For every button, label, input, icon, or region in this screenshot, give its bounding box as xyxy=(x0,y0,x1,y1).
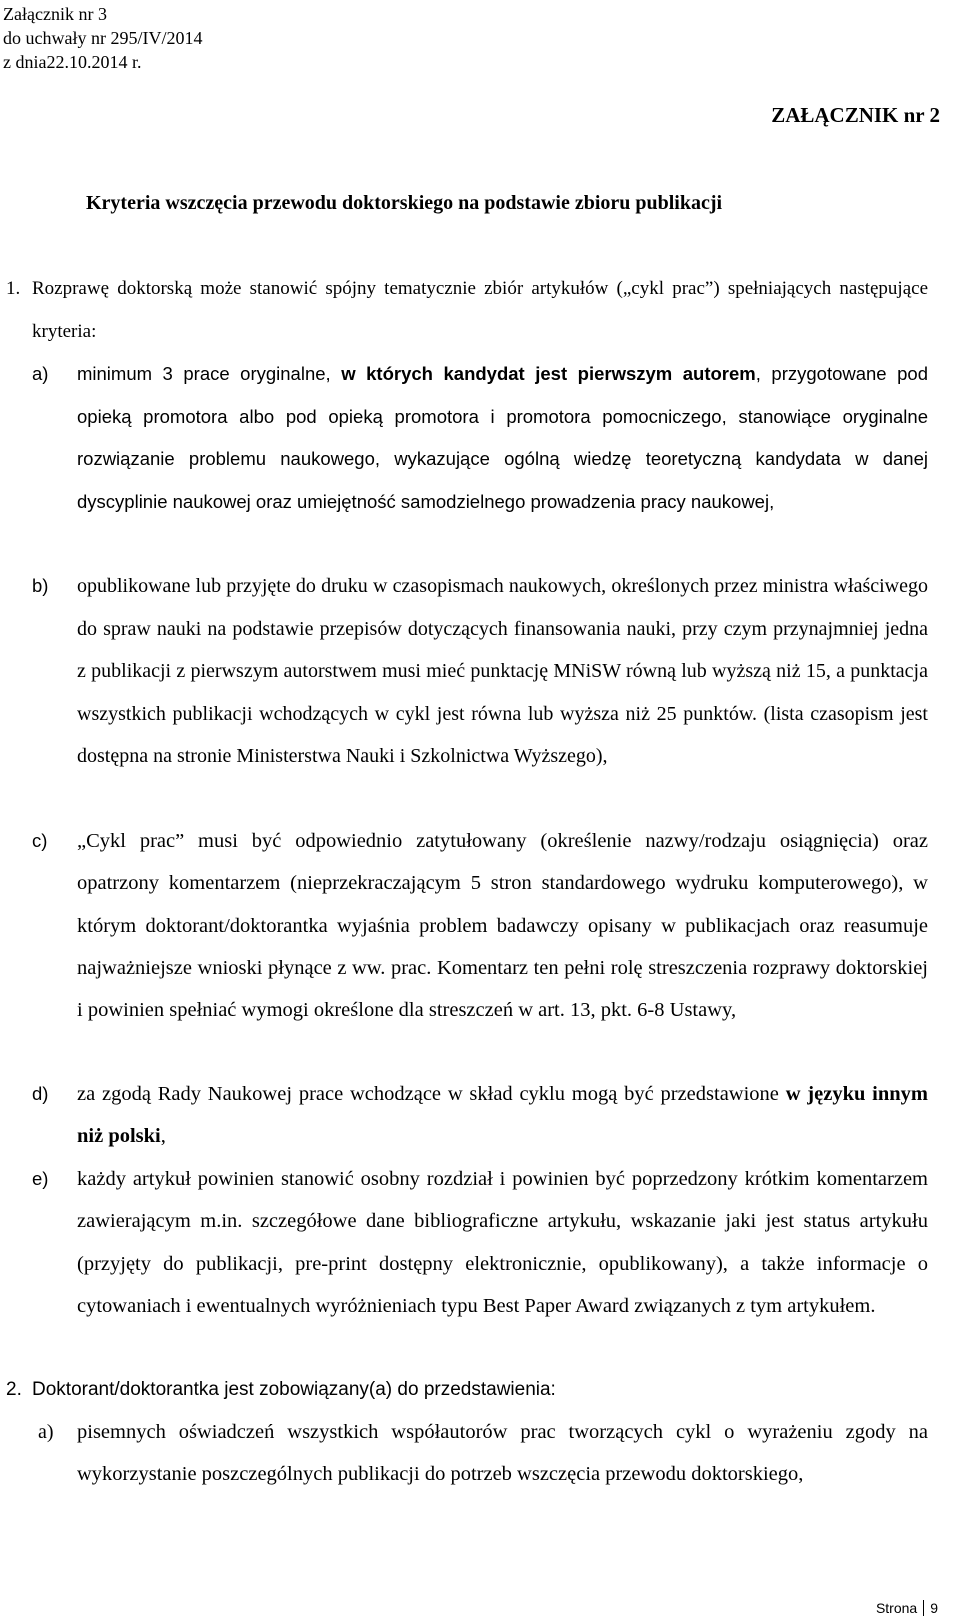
list-item-label: a) xyxy=(32,363,49,384)
list-item-text: pisemnych oświadczeń wszystkich współautorów prac tworzących cykl o wyrażeniu zgody na wykorzystanie poszczególnych publikacji do potrzeb wszczęcia przewodu doktorskiego, xyxy=(77,1421,928,1486)
list-item-label: c) xyxy=(32,830,48,851)
page-footer xyxy=(876,1600,938,1616)
annex-title: ZAŁĄCZNIK nr 2 xyxy=(771,103,940,127)
section-2-intro: Doktorant/doktorantka jest zobowiązany(a) do przedstawienia: xyxy=(32,1379,556,1400)
page-label: Strona xyxy=(875,1600,918,1616)
list-item-label: e) xyxy=(32,1168,49,1189)
bold-emphasis: w języku innym niż polski xyxy=(77,1083,928,1148)
page-number: 9 xyxy=(930,1600,938,1616)
list-item-text: minimum 3 prace oryginalne, w których kandydat jest pierwszym autorem, przygotowane pod opieką promotora albo pod opieką promotora i promotora pomocniczego, stanowiące oryginalne rozwiązanie problemu naukowego, wykazujące ogólną wiedzę teoretyczną kandydata w danej dyscyplinie naukowej oraz umiejętność samodzielnego prowadzenia pracy naukowej, xyxy=(77,363,928,512)
list-item-label: d) xyxy=(32,1083,49,1104)
list-item-text: każdy artykuł powinien stanowić osobny rozdział i powinien być poprzedzony krótkim komentarzem zawierającym m.in. szczegółowe dane bibliograficzne artykułu, wskazanie jaki jest status artykułu (przyjęty do publikacji, pre-print dostępny elektronicznie, opublikowany), a także informacje o cytowaniach i ewentualnych wyróżnieniach typu Best Paper Award związanych z tym artykułem. xyxy=(77,1168,928,1317)
list-item-label: b) xyxy=(32,575,49,596)
header-date: z dnia22.10.2014 r. xyxy=(3,52,142,72)
list-item-text: za zgodą Rady Naukowej prace wchodzące w skład cyklu mogą być przedstawione w języku innym niż polski, xyxy=(77,1083,928,1148)
list-item-text: „Cykl prac” musi być odpowiednio zatytułowany (określenie nazwy/rodzaju osiągnięcia) oraz opatrzony komentarzem (nieprzekraczającym 5 stron standardowego wydruku komputerowego), w którym doktorant/doktorantka wyjaśnia problem badawczy opisany w publikacjach oraz reasumuje najważniejsze wnioski płynące z ww. prac. Komentarz ten pełni rolę streszczenia rozprawy doktorskiej i powinien spełniać wymogi określone dla streszczeń w art. 13, pkt. 6-8 Ustawy, xyxy=(77,830,928,1022)
header-resolution-number: do uchwały nr 295/IV/2014 xyxy=(3,28,203,48)
document-header xyxy=(3,2,202,74)
document-title: Kryteria wszczęcia przewodu doktorskiego na podstawie zbioru publikacji xyxy=(86,192,723,214)
list-item-label: a) xyxy=(38,1421,54,1443)
section-1-intro: Rozprawę doktorską może stanowić spójny tematycznie zbiór artykułów („cykl prac”) spełniających następujące kryteria: xyxy=(32,278,928,342)
header-attachment-number: Załącznik nr 3 xyxy=(3,4,107,24)
section-2-number: 2. xyxy=(6,1379,22,1400)
section-1-number: 1. xyxy=(6,278,21,299)
footer-separator xyxy=(923,1600,924,1616)
list-item-text: opublikowane lub przyjęte do druku w czasopismach naukowych, określonych przez ministra właściwego do spraw nauki na podstawie przepisów dotyczących finansowania nauki, przy czym przynajmniej jedna z publikacji z pierwszym autorstwem musi mieć punktację MNiSW równą lub wyższą niż 15, a punktacja wszystkich publikacji wchodzących w cykl jest równa lub wyższa niż 25 punktów. (lista czasopism jest dostępna na stronie Ministerstwa Nauki i Szkolnictwa Wyższego), xyxy=(77,575,928,768)
bold-emphasis: w których kandydat jest pierwszym autorem xyxy=(341,363,756,384)
